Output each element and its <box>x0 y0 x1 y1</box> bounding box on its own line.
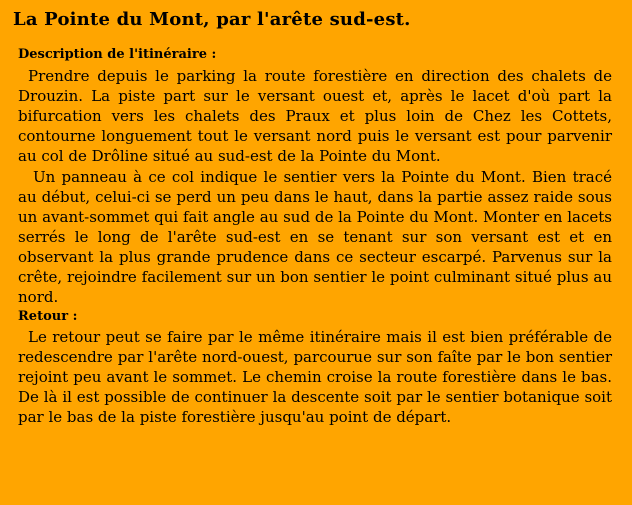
retour-paragraph: Le retour peut se faire par le même itinéraire mais il est bien préférable de redescendre par l'arête nord-ouest, parcourue sur son faîte par le bon sentier rejoint peu avant le sommet. Le chemin croise la route forestière dans le bas. De là il est possible de continuer la descente soit par le sentier botanique soit par le bas de la piste forestière jusqu'au point de départ. <box>18 328 612 426</box>
description-paragraph-1: Prendre depuis le parking la route forestière en direction des chalets de Drouzin. La piste part sur le versant ouest et, après le lacet d'où part la bifurcation vers les chalets des Praux et plus loin de Chez les Cottets, contourne longuement tout le versant nord puis le versant est pour parvenir au col de Drôline situé au sud-est de la Pointe du Mont. <box>18 67 612 165</box>
description-paragraph-2: Un panneau à ce col indique le sentier vers la Pointe du Mont. Bien tracé au début, celui-ci se perd un peu dans le haut, dans la partie assez raide sous un avant-sommet qui fait angle au sud de la Pointe du Mont. Monter en lacets serrés le long de l'arête sud-est en se tenant sur son versant est et en observant la plus grande prudence dans ce secteur escarpé. Parvenus sur la crête, rejoindre facilement sur un bon sentier le point culminant situé plus au nord. <box>18 168 612 306</box>
retour-heading: Retour : <box>18 309 78 324</box>
page-title: La Pointe du Mont, par l'arête sud-est. <box>13 9 411 30</box>
description-section <box>18 46 612 307</box>
retour-section <box>18 308 612 427</box>
description-heading: Description de l'itinéraire : <box>18 47 217 62</box>
